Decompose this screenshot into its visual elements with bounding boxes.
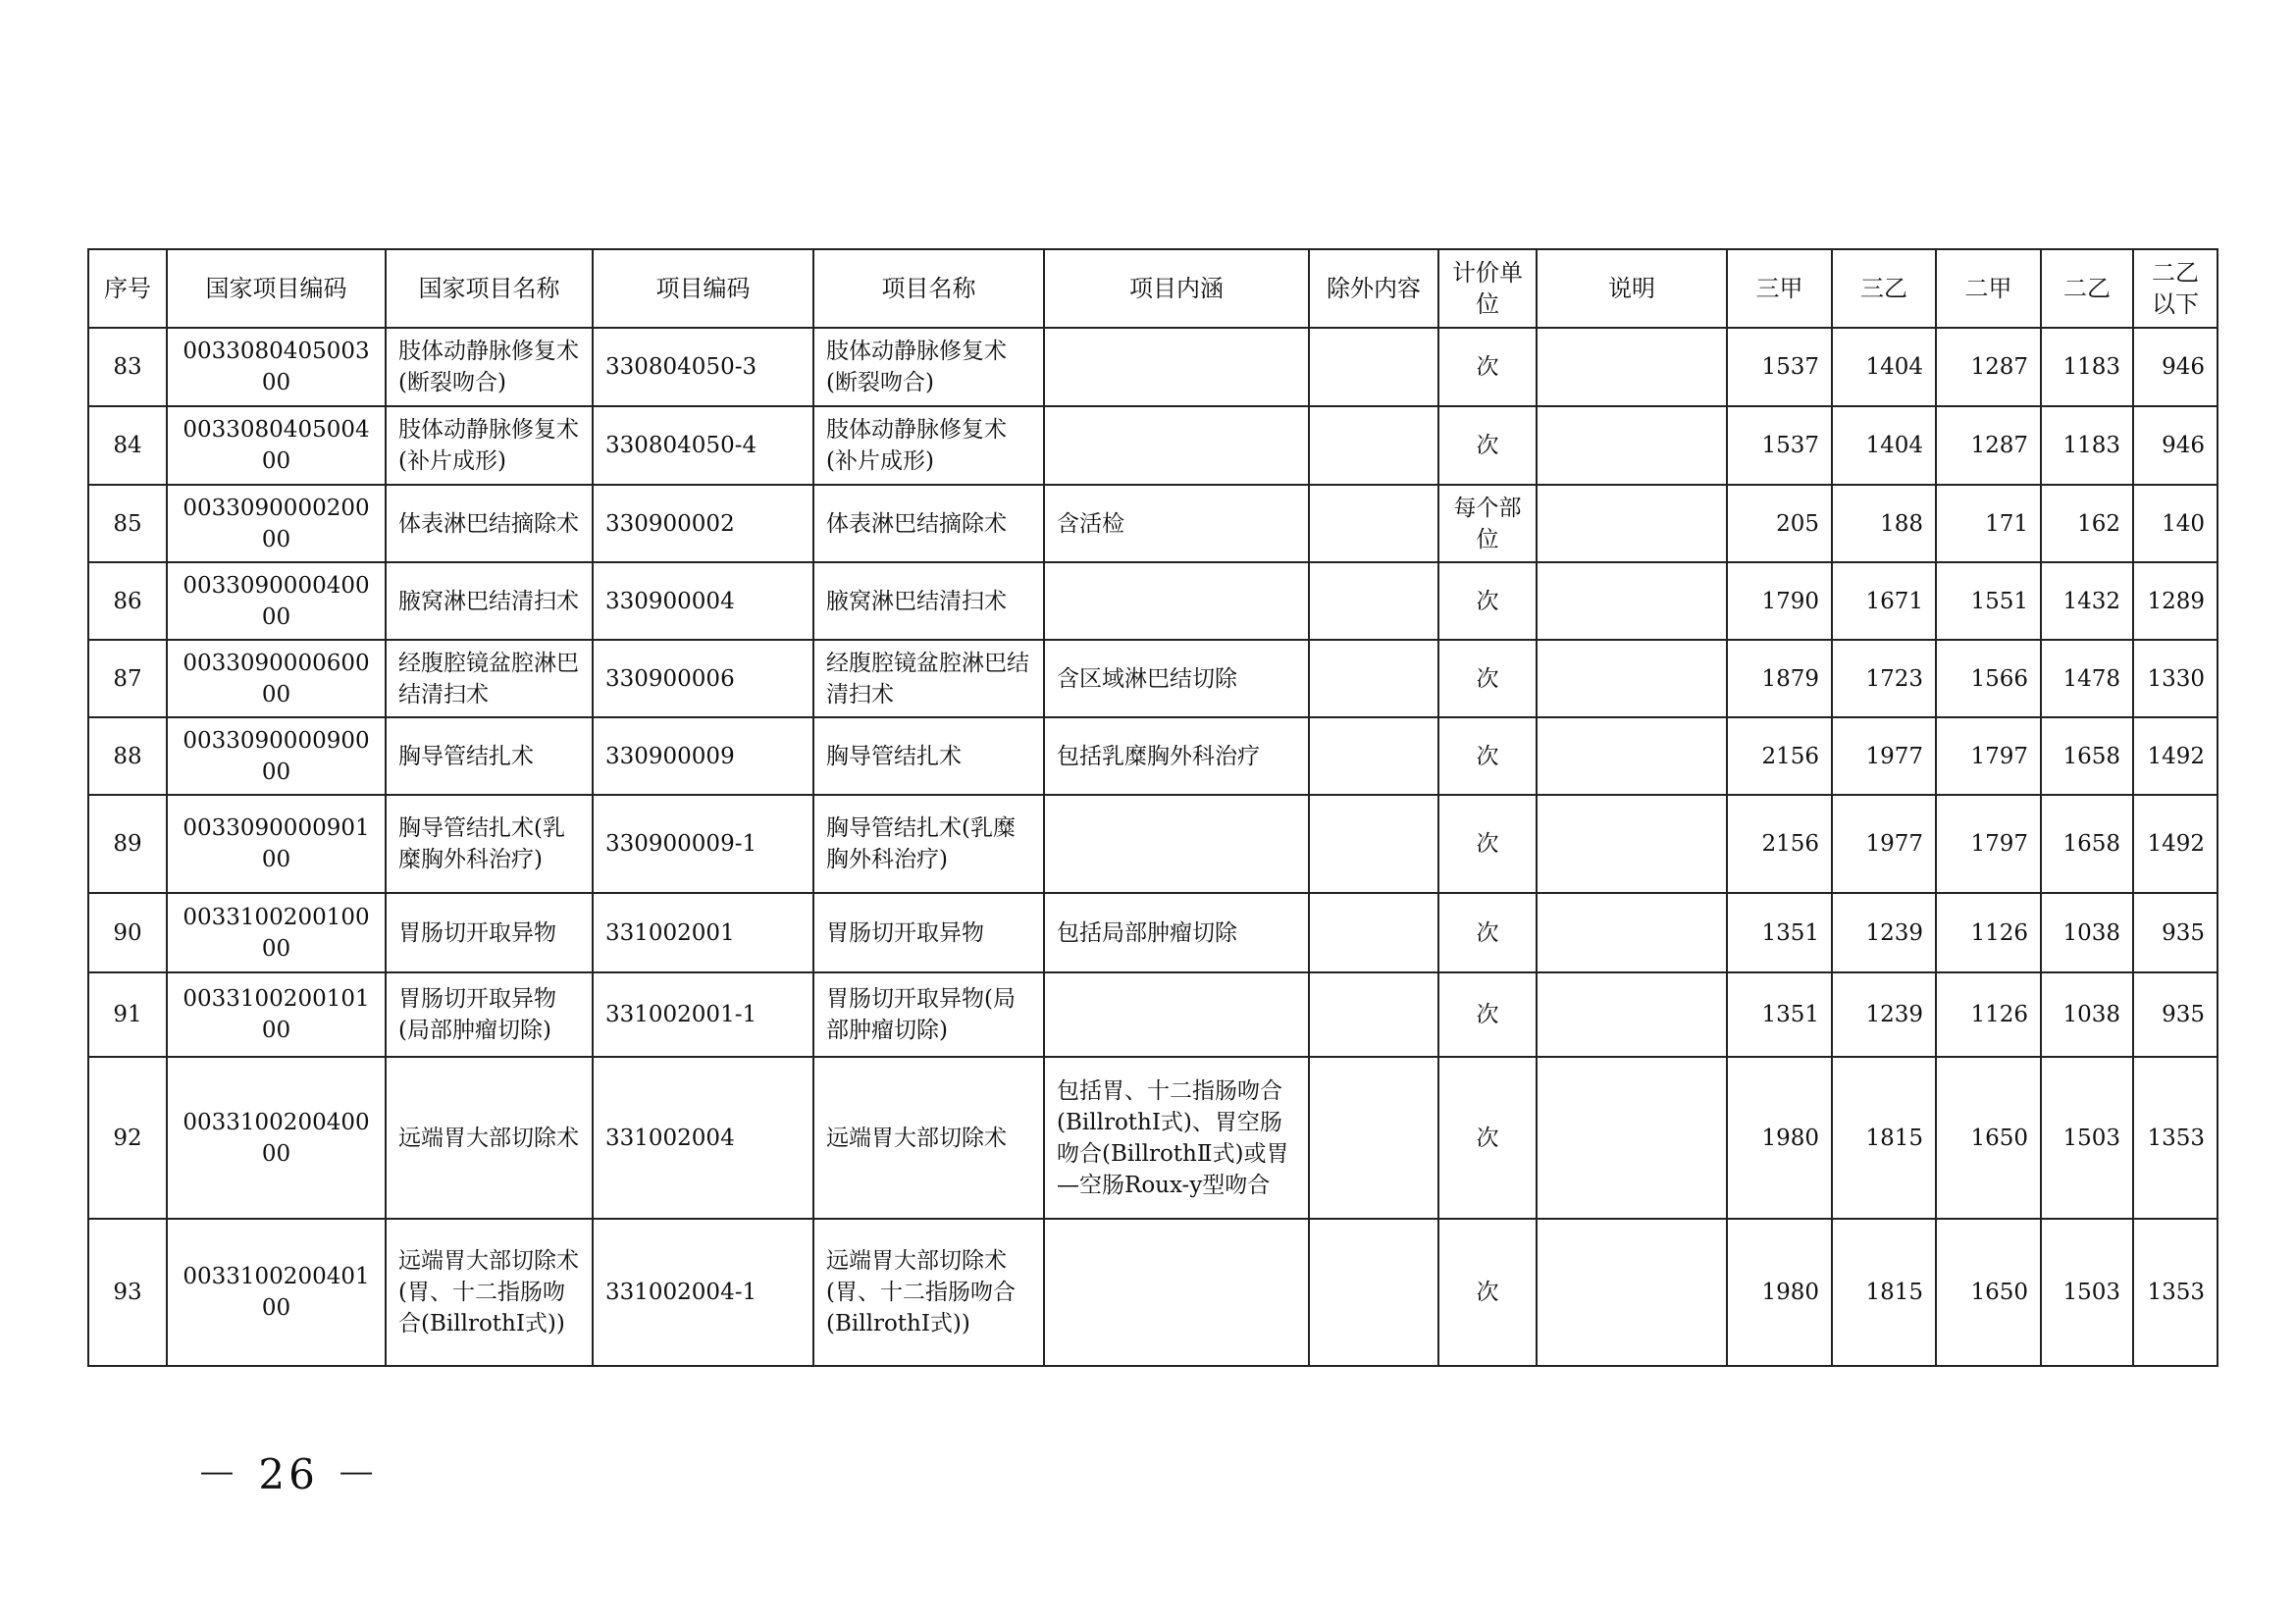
cell-excluded xyxy=(1309,485,1438,562)
cell-price-tier-1: 1537 xyxy=(1727,328,1832,406)
cell-code: 330900006 xyxy=(593,640,813,717)
header-col-national-name: 国家项目名称 xyxy=(386,249,593,328)
cell-price-tier-2: 1671 xyxy=(1832,562,1936,640)
cell-name: 远端胃大部切除术 xyxy=(813,1057,1044,1219)
cell-price-tier-1: 1537 xyxy=(1727,406,1832,485)
cell-seq: 91 xyxy=(88,972,167,1057)
cell-code: 330900002 xyxy=(593,485,813,562)
cell-unit: 次 xyxy=(1438,640,1537,717)
cell-content xyxy=(1044,1219,1309,1366)
header-col-seq: 序号 xyxy=(88,249,167,328)
cell-price-tier-5: 1353 xyxy=(2133,1219,2218,1366)
cell-price-tier-1: 1980 xyxy=(1727,1219,1832,1366)
cell-note xyxy=(1537,795,1727,893)
cell-unit: 次 xyxy=(1438,406,1537,485)
cell-national-name: 体表淋巴结摘除术 xyxy=(386,485,593,562)
cell-price-tier-1: 1980 xyxy=(1727,1057,1832,1219)
header-col-unit: 计价单位 xyxy=(1438,249,1537,328)
cell-seq: 93 xyxy=(88,1219,167,1366)
table-row xyxy=(88,406,2218,485)
table-row xyxy=(88,717,2218,795)
cell-code: 331002001-1 xyxy=(593,972,813,1057)
cell-price-tier-5: 1353 xyxy=(2133,1057,2218,1219)
cell-content xyxy=(1044,972,1309,1057)
cell-price-tier-3: 1126 xyxy=(1936,893,2041,972)
cell-excluded xyxy=(1309,1057,1438,1219)
table-row xyxy=(88,1057,2218,1219)
header-col-name: 项目名称 xyxy=(813,249,1044,328)
cell-seq: 88 xyxy=(88,717,167,795)
cell-name: 肢体动静脉修复术(补片成形) xyxy=(813,406,1044,485)
cell-national-code: 003310020040000 xyxy=(167,1057,386,1219)
table-body xyxy=(88,328,2218,1366)
table-row xyxy=(88,562,2218,640)
table-header-row xyxy=(88,249,2218,328)
cell-name: 体表淋巴结摘除术 xyxy=(813,485,1044,562)
cell-price-tier-5: 1289 xyxy=(2133,562,2218,640)
cell-price-tier-3: 171 xyxy=(1936,485,2041,562)
cell-price-tier-2: 1239 xyxy=(1832,972,1936,1057)
cell-unit: 次 xyxy=(1438,717,1537,795)
cell-national-code: 003308040500300 xyxy=(167,328,386,406)
cell-content xyxy=(1044,328,1309,406)
cell-content: 包括局部肿瘤切除 xyxy=(1044,893,1309,972)
cell-code: 330900009-1 xyxy=(593,795,813,893)
cell-seq: 92 xyxy=(88,1057,167,1219)
cell-national-code: 003309000020000 xyxy=(167,485,386,562)
cell-name: 肢体动静脉修复术(断裂吻合) xyxy=(813,328,1044,406)
cell-excluded xyxy=(1309,795,1438,893)
cell-note xyxy=(1537,640,1727,717)
header-col-note: 说明 xyxy=(1537,249,1727,328)
cell-seq: 83 xyxy=(88,328,167,406)
cell-price-tier-4: 162 xyxy=(2041,485,2133,562)
cell-price-tier-1: 1351 xyxy=(1727,893,1832,972)
cell-name: 胃肠切开取异物 xyxy=(813,893,1044,972)
cell-national-code: 003309000090000 xyxy=(167,717,386,795)
cell-seq: 86 xyxy=(88,562,167,640)
cell-price-tier-1: 2156 xyxy=(1727,717,1832,795)
cell-note xyxy=(1537,1057,1727,1219)
cell-national-name: 胃肠切开取异物 xyxy=(386,893,593,972)
cell-note xyxy=(1537,562,1727,640)
cell-price-tier-4: 1038 xyxy=(2041,893,2133,972)
cell-seq: 85 xyxy=(88,485,167,562)
cell-price-tier-1: 1351 xyxy=(1727,972,1832,1057)
header-col-tier-5: 二乙以下 xyxy=(2133,249,2218,328)
price-table xyxy=(87,248,2218,1367)
cell-price-tier-2: 1404 xyxy=(1832,406,1936,485)
header-col-tier-4: 二乙 xyxy=(2041,249,2133,328)
cell-price-tier-2: 1815 xyxy=(1832,1219,1936,1366)
cell-national-name: 胸导管结扎术(乳糜胸外科治疗) xyxy=(386,795,593,893)
cell-price-tier-3: 1650 xyxy=(1936,1057,2041,1219)
cell-unit: 次 xyxy=(1438,1057,1537,1219)
cell-price-tier-1: 2156 xyxy=(1727,795,1832,893)
cell-name: 胸导管结扎术 xyxy=(813,717,1044,795)
cell-note xyxy=(1537,972,1727,1057)
cell-note xyxy=(1537,1219,1727,1366)
cell-national-name: 肢体动静脉修复术(补片成形) xyxy=(386,406,593,485)
cell-excluded xyxy=(1309,972,1438,1057)
cell-national-name: 胃肠切开取异物(局部肿瘤切除) xyxy=(386,972,593,1057)
cell-price-tier-4: 1658 xyxy=(2041,717,2133,795)
cell-national-code: 003309000040000 xyxy=(167,562,386,640)
cell-price-tier-5: 140 xyxy=(2133,485,2218,562)
cell-price-tier-3: 1797 xyxy=(1936,717,2041,795)
cell-content: 含区域淋巴结切除 xyxy=(1044,640,1309,717)
cell-national-code: 003309000060000 xyxy=(167,640,386,717)
cell-excluded xyxy=(1309,640,1438,717)
cell-national-code: 003310020040100 xyxy=(167,1219,386,1366)
cell-price-tier-5: 1492 xyxy=(2133,717,2218,795)
cell-unit: 次 xyxy=(1438,795,1537,893)
cell-content: 包括胃、十二指肠吻合(BillrothⅠ式)、胃空肠吻合(BillrothⅡ式)或胃—空肠Roux-y型吻合 xyxy=(1044,1057,1309,1219)
header-col-tier-3: 二甲 xyxy=(1936,249,2041,328)
header-col-national-code: 国家项目编码 xyxy=(167,249,386,328)
cell-price-tier-1: 1879 xyxy=(1727,640,1832,717)
cell-price-tier-3: 1126 xyxy=(1936,972,2041,1057)
header-col-tier-2: 三乙 xyxy=(1832,249,1936,328)
cell-national-code: 003310020010000 xyxy=(167,893,386,972)
cell-price-tier-1: 1790 xyxy=(1727,562,1832,640)
cell-price-tier-5: 1492 xyxy=(2133,795,2218,893)
cell-price-tier-2: 1815 xyxy=(1832,1057,1936,1219)
cell-content xyxy=(1044,406,1309,485)
cell-national-name: 经腹腔镜盆腔淋巴结清扫术 xyxy=(386,640,593,717)
cell-code: 330804050-3 xyxy=(593,328,813,406)
cell-price-tier-4: 1478 xyxy=(2041,640,2133,717)
cell-note xyxy=(1537,406,1727,485)
cell-content: 包括乳糜胸外科治疗 xyxy=(1044,717,1309,795)
header-col-tier-1: 三甲 xyxy=(1727,249,1832,328)
cell-price-tier-2: 1723 xyxy=(1832,640,1936,717)
cell-note xyxy=(1537,328,1727,406)
cell-national-code: 003308040500400 xyxy=(167,406,386,485)
cell-code: 330900004 xyxy=(593,562,813,640)
table-row xyxy=(88,485,2218,562)
cell-price-tier-4: 1183 xyxy=(2041,406,2133,485)
cell-name: 经腹腔镜盆腔淋巴结清扫术 xyxy=(813,640,1044,717)
table-row xyxy=(88,795,2218,893)
header-col-content: 项目内涵 xyxy=(1044,249,1309,328)
cell-excluded xyxy=(1309,562,1438,640)
cell-price-tier-2: 1977 xyxy=(1832,717,1936,795)
cell-price-tier-2: 1239 xyxy=(1832,893,1936,972)
cell-price-tier-5: 935 xyxy=(2133,893,2218,972)
cell-content: 含活检 xyxy=(1044,485,1309,562)
cell-price-tier-1: 205 xyxy=(1727,485,1832,562)
cell-excluded xyxy=(1309,893,1438,972)
cell-name: 远端胃大部切除术(胃、十二指肠吻合(BillrothⅠ式)) xyxy=(813,1219,1044,1366)
cell-price-tier-4: 1432 xyxy=(2041,562,2133,640)
table-row xyxy=(88,1219,2218,1366)
cell-price-tier-5: 946 xyxy=(2133,328,2218,406)
cell-code: 331002004 xyxy=(593,1057,813,1219)
cell-content xyxy=(1044,562,1309,640)
cell-excluded xyxy=(1309,328,1438,406)
cell-price-tier-3: 1797 xyxy=(1936,795,2041,893)
cell-unit: 次 xyxy=(1438,1219,1537,1366)
cell-code: 331002004-1 xyxy=(593,1219,813,1366)
header-col-excluded: 除外内容 xyxy=(1309,249,1438,328)
cell-price-tier-3: 1566 xyxy=(1936,640,2041,717)
cell-price-tier-3: 1287 xyxy=(1936,406,2041,485)
cell-national-name: 腋窝淋巴结清扫术 xyxy=(386,562,593,640)
page-number: － 26 － xyxy=(196,1450,382,1498)
cell-price-tier-4: 1503 xyxy=(2041,1219,2133,1366)
cell-national-name: 肢体动静脉修复术(断裂吻合) xyxy=(386,328,593,406)
cell-name: 腋窝淋巴结清扫术 xyxy=(813,562,1044,640)
cell-seq: 87 xyxy=(88,640,167,717)
cell-price-tier-3: 1287 xyxy=(1936,328,2041,406)
cell-unit: 次 xyxy=(1438,972,1537,1057)
cell-unit: 每个部位 xyxy=(1438,485,1537,562)
cell-price-tier-4: 1503 xyxy=(2041,1057,2133,1219)
cell-note xyxy=(1537,893,1727,972)
cell-national-code: 003310020010100 xyxy=(167,972,386,1057)
cell-price-tier-2: 1977 xyxy=(1832,795,1936,893)
table-row xyxy=(88,972,2218,1057)
cell-seq: 84 xyxy=(88,406,167,485)
cell-unit: 次 xyxy=(1438,328,1537,406)
cell-seq: 89 xyxy=(88,795,167,893)
cell-content xyxy=(1044,795,1309,893)
cell-price-tier-2: 1404 xyxy=(1832,328,1936,406)
cell-price-tier-5: 946 xyxy=(2133,406,2218,485)
cell-code: 330900009 xyxy=(593,717,813,795)
cell-price-tier-5: 935 xyxy=(2133,972,2218,1057)
cell-excluded xyxy=(1309,406,1438,485)
cell-name: 胸导管结扎术(乳糜胸外科治疗) xyxy=(813,795,1044,893)
table-row xyxy=(88,328,2218,406)
cell-code: 331002001 xyxy=(593,893,813,972)
cell-note xyxy=(1537,717,1727,795)
cell-price-tier-5: 1330 xyxy=(2133,640,2218,717)
cell-national-code: 003309000090100 xyxy=(167,795,386,893)
header-col-code: 项目编码 xyxy=(593,249,813,328)
cell-national-name: 远端胃大部切除术(胃、十二指肠吻合(BillrothⅠ式)) xyxy=(386,1219,593,1366)
cell-price-tier-2: 188 xyxy=(1832,485,1936,562)
cell-national-name: 远端胃大部切除术 xyxy=(386,1057,593,1219)
cell-price-tier-3: 1650 xyxy=(1936,1219,2041,1366)
cell-price-tier-4: 1038 xyxy=(2041,972,2133,1057)
cell-price-tier-4: 1658 xyxy=(2041,795,2133,893)
table-row xyxy=(88,640,2218,717)
table-row xyxy=(88,893,2218,972)
cell-price-tier-4: 1183 xyxy=(2041,328,2133,406)
cell-excluded xyxy=(1309,1219,1438,1366)
cell-code: 330804050-4 xyxy=(593,406,813,485)
cell-unit: 次 xyxy=(1438,562,1537,640)
cell-excluded xyxy=(1309,717,1438,795)
cell-national-name: 胸导管结扎术 xyxy=(386,717,593,795)
cell-unit: 次 xyxy=(1438,893,1537,972)
cell-price-tier-3: 1551 xyxy=(1936,562,2041,640)
cell-seq: 90 xyxy=(88,893,167,972)
cell-name: 胃肠切开取异物(局部肿瘤切除) xyxy=(813,972,1044,1057)
cell-note xyxy=(1537,485,1727,562)
price-table-sheet xyxy=(87,248,2217,1367)
